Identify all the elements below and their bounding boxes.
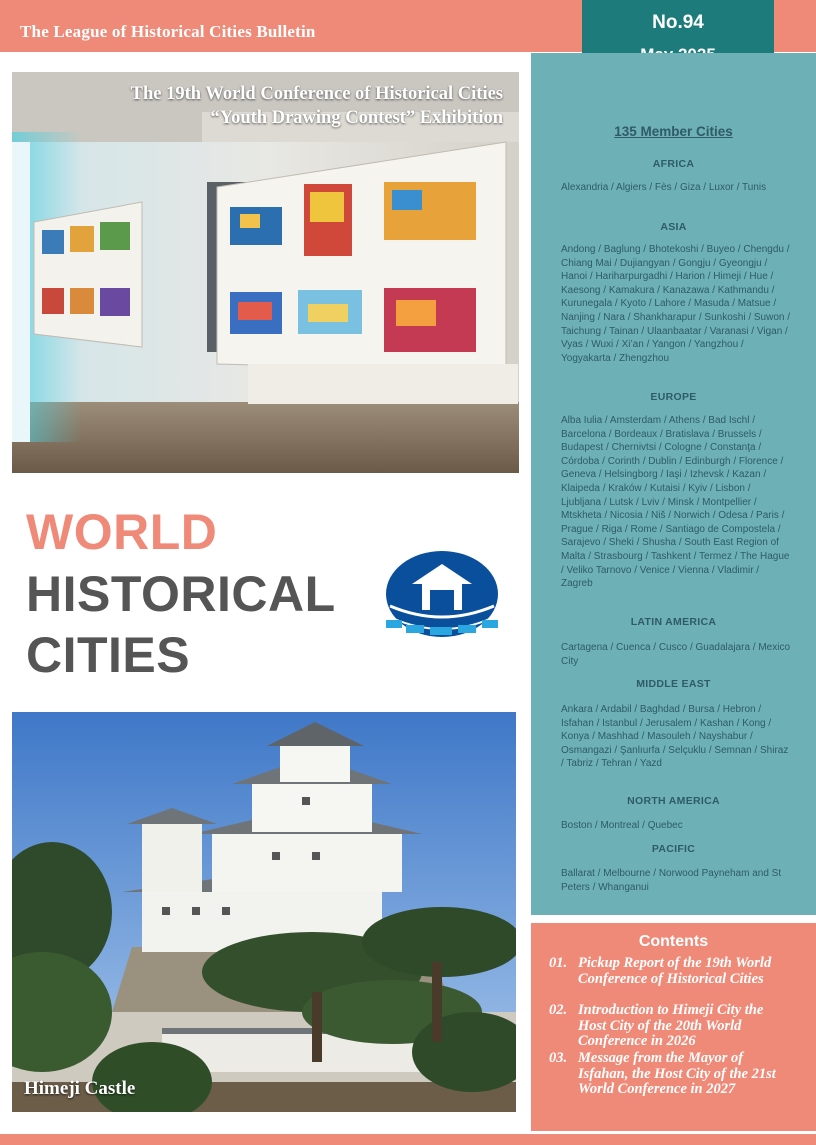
contents-item-text: Message from the Mayor of Isfahan, the Host City of the 21st World Conference in 2027: [578, 1050, 776, 1097]
cities-africa: Alexandria / Algiers / Fès / Giza / Luxor / Tunis: [561, 182, 767, 193]
footer-bar: [0, 1134, 816, 1145]
exhibition-caption-line1: The 19th World Conference of Historical Cities: [130, 84, 503, 104]
masthead-historical: HISTORICAL: [26, 566, 336, 622]
region-asia: ASIA: [660, 221, 687, 233]
castle-caption: Himeji Castle: [24, 1078, 136, 1099]
region-north-america: NORTH AMERICA: [627, 795, 720, 807]
contents-panel: [531, 923, 816, 1131]
contents-item-number: 02.: [549, 1002, 568, 1018]
cities-europe: Alba Iulia / Amsterdam / Athens / Bad Ischl / Barcelona / Bordeaux / Bratislava / Brussels / Budapest / Chernivtsi / Cologne / Constanţa / Córdoba / Corinth / Dublin / Edinburgh / Florence / Geneva / Helsingborg / Iaşi / Izhevsk / Kazan / Klaipeda / Kraków / Kutaisi / Kyiv / Lisbon / Ljubljana / Lutsk / Lviv / Minsk / Montpellier / Mtskheta / Nicosia / Niš / Norwich / Odesa / Paris / Prague / Riga / Rome / Santiago de Compostela / Sarajevo / Sheki / Shusha / South East Region of Malta / Strasbourg / Tashkent / Termez / The Hague / Veliko Tarnovo / Venice / Vienna / Vladimir / Zagreb: [561, 415, 790, 590]
masthead-world: WORLD: [26, 504, 218, 560]
himeji-castle-photo: [12, 712, 516, 1112]
contents-item-text: Pickup Report of the 19th World Conference of Historical Cities: [578, 955, 772, 987]
contents-item-text: Introduction to Himeji City the Host City of the 20th World Conference in 2026: [578, 1002, 764, 1049]
cities-north-america: Boston / Montreal / Quebec: [561, 820, 683, 831]
cities-asia: Andong / Baglung / Bhotekoshi / Buyeo / Chengdu / Chiang Mai / Dujiangyan / Gongju / Gyeongju / Hanoi / Hariharpurgadhi / Harion / Himeji / Hue / Kaesong / Kamakura / Kanazawa / Kathmandu / Kurunegala / Kyoto / Lahore / Masuda / Matsue / Nanjing / Nara / Shankharapur / Sunkoshi / Suwon / Taichung / Tainan / Ulaanbaatar / Varanasi / Vigan / Vyas / Wuxi / Xi’an / Yangon / Yangzhou / Yogyakarta / Zhengzhou: [561, 244, 791, 364]
exhibition-photo: [12, 72, 519, 473]
member-cities-title: 135 Member Cities: [614, 124, 733, 139]
region-pacific: PACIFIC: [651, 843, 696, 855]
masthead-cities: CITIES: [26, 627, 191, 683]
issue-number: No.94: [652, 12, 704, 33]
cities-middle-east: Ankara / Ardabil / Baghdad / Bursa / Hebron / Isfahan / Istanbul / Jerusalem / Kashan / Kong / Konya / Mashhad / Masouleh / Nayshabur / Osmangazi / Şanlıurfa / Selçuklu / Semnan / Shiraz / Tabriz / Tehran / Yazd: [561, 704, 789, 770]
league-logo-icon: [384, 548, 504, 640]
region-europe: EUROPE: [650, 391, 697, 403]
cities-pacific: Ballarat / Melbourne / Norwood Payneham and St Peters / Whanganui: [561, 868, 782, 893]
member-cities-panel: [531, 53, 816, 915]
region-middle-east: MIDDLE EAST: [636, 678, 711, 690]
contents-item-number: 03.: [549, 1050, 568, 1066]
region-africa: AFRICA: [652, 158, 695, 170]
contents-title: Contents: [638, 933, 709, 950]
bulletin-title: The League of Historical Cities Bulletin: [20, 22, 316, 41]
contents-item-number: 01.: [549, 955, 568, 971]
cities-latin-america: Cartagena / Cuenca / Cusco / Guadalajara / Mexico City: [561, 642, 791, 667]
exhibition-caption-line2: “Youth Drawing Contest” Exhibition: [210, 108, 503, 128]
region-latin-america: LATIN AMERICA: [630, 616, 717, 628]
